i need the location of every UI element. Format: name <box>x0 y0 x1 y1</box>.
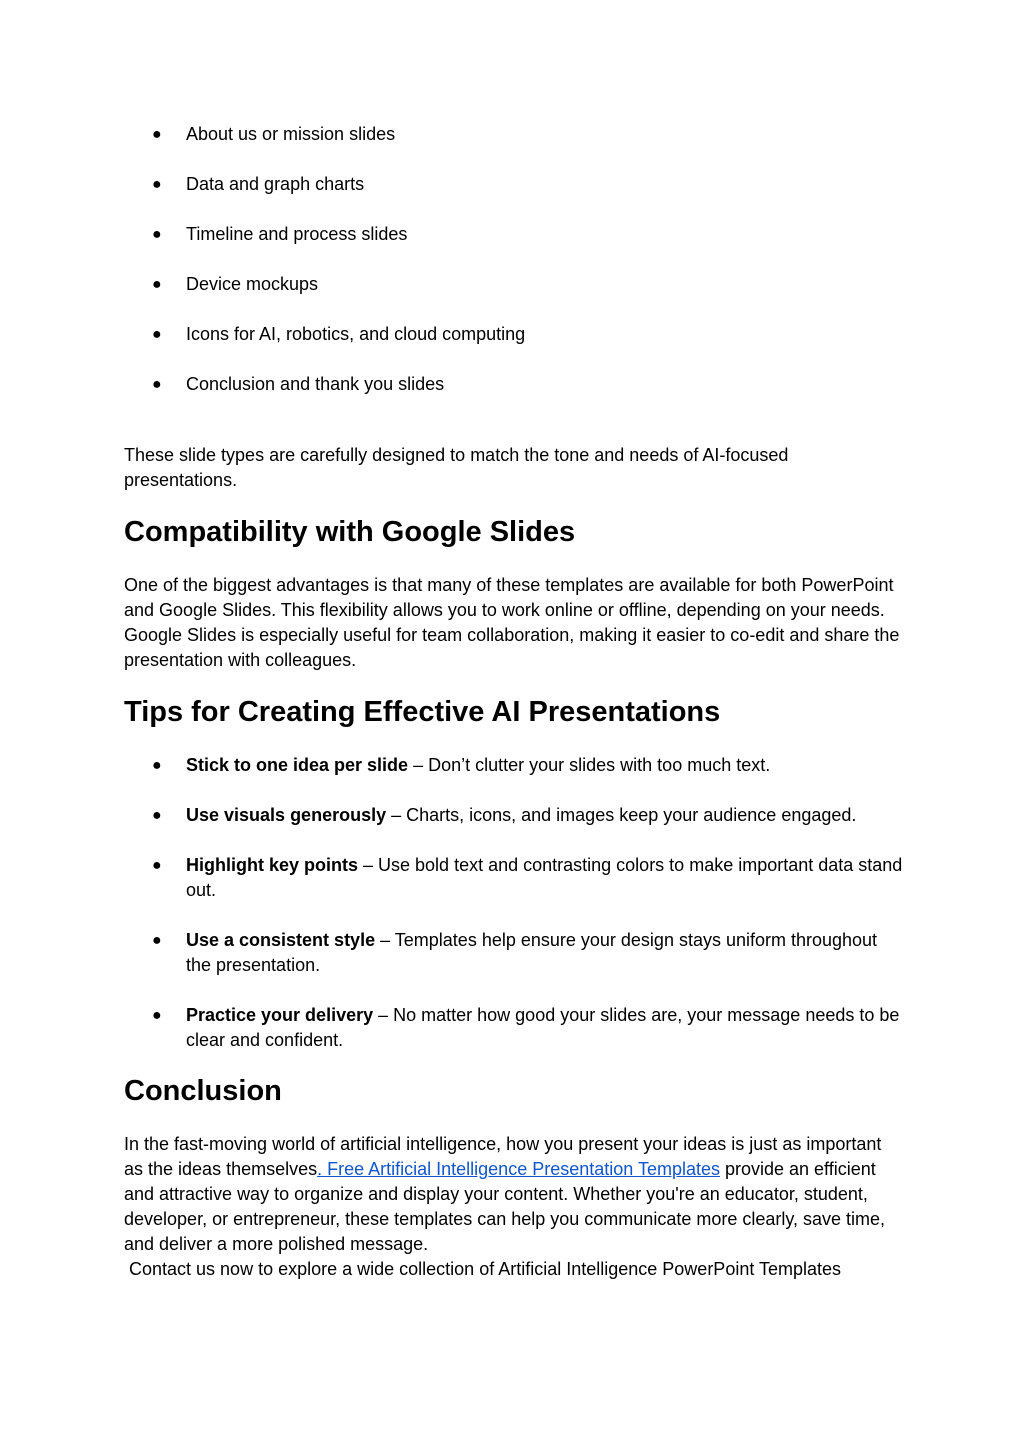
bullet-icon: ● <box>152 857 162 874</box>
list-item: ● Timeline and process slides <box>124 222 904 247</box>
compatibility-heading: Compatibility with Google Slides <box>124 516 576 548</box>
list-item <box>124 753 904 778</box>
tip-text: – Charts, icons, and images keep your audience engaged. <box>386 805 857 825</box>
list-item: ● Conclusion and thank you slides <box>124 372 904 397</box>
templates-link[interactable]: . Free Artificial Intelligence Presentation Templates <box>317 1159 720 1179</box>
list-item: ● Device mockups <box>124 272 904 297</box>
tip-title: Use visuals generously <box>186 805 387 825</box>
contact-line: Contact us now to explore a wide collection of Artificial Intelligence PowerPoint Templates <box>124 1259 842 1279</box>
list-item: ● Icons for AI, robotics, and cloud computing <box>124 322 904 347</box>
bullet-icon: ● <box>152 807 162 824</box>
tip-title: Use a consistent style <box>186 930 376 950</box>
compatibility-paragraph: One of the biggest advantages is that many of these templates are available for both PowerPoint and Google Slides. This flexibility allows you to work online or offline, depending on your needs. Google Slides is especially useful for team collaboration, making it easier to co-edit and share the presentation with colleagues. <box>124 575 900 670</box>
bullet-icon: ● <box>152 126 162 143</box>
bullet-icon: ● <box>152 176 162 193</box>
tip-text: – Don’t clutter your slides with too much text. <box>408 755 771 775</box>
tip-text: – Use bold text and contrasting colors to make important data stand out. <box>186 855 903 900</box>
tip-text: – Templates help ensure your design stays uniform throughout the presentation. <box>186 930 878 975</box>
bullet-icon: ● <box>152 326 162 343</box>
list-item: ● About us or mission slides <box>124 122 904 147</box>
bullet-icon: ● <box>152 1007 162 1024</box>
bullet-icon: ● <box>152 226 162 243</box>
bullet-icon: ● <box>152 757 162 774</box>
tip-title: Highlight key points <box>186 855 359 875</box>
bullet-icon: ● <box>152 376 162 393</box>
bullet-icon: ● <box>152 932 162 949</box>
tips-heading: Tips for Creating Effective AI Presentations <box>124 696 721 728</box>
list-item <box>124 853 904 903</box>
intro-bullet-list <box>124 122 904 397</box>
tip-title: Practice your delivery <box>186 1005 374 1025</box>
tip-title: Stick to one idea per slide <box>186 755 409 775</box>
list-item <box>124 1003 904 1053</box>
slide-types-paragraph: These slide types are carefully designed to match the tone and needs of AI-focused presentations. <box>124 445 789 490</box>
list-item: ● Data and graph charts <box>124 172 904 197</box>
tips-bullet-list <box>124 753 904 1053</box>
conclusion-paragraph: In the fast-moving world of artificial intelligence, how you present your ideas is just as important as the ideas themselves. Free Artificial Intelligence Presentation Templates provide an efficient and attractive way to organize and display your content. Whether you're an educator, student, developer, or entrepreneur, these templates can help you communicate more clearly, save time, and deliver a more polished message. <box>124 1134 886 1254</box>
list-item <box>124 928 904 978</box>
tip-text: – No matter how good your slides are, your message needs to be clear and confident. <box>186 1005 900 1050</box>
list-item <box>124 803 904 828</box>
bullet-icon: ● <box>152 276 162 293</box>
conclusion-heading: Conclusion <box>124 1075 282 1107</box>
